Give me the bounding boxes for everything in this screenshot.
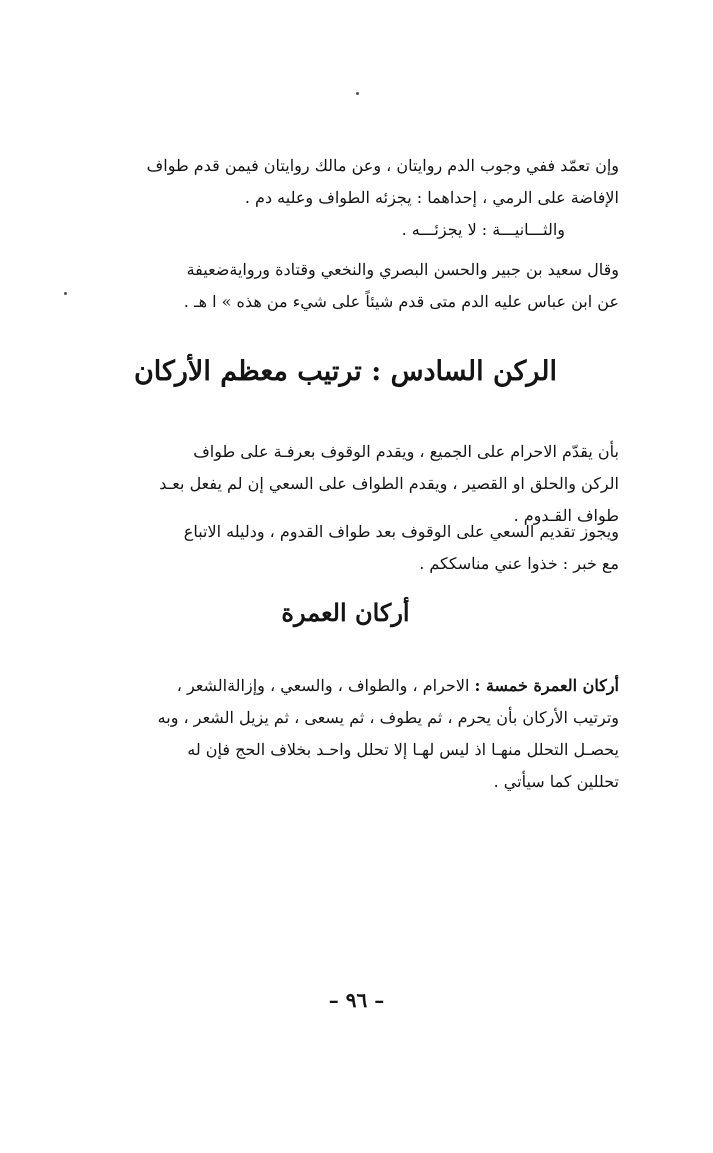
text-line: مع خبر : خذوا عني مناسككم . — [419, 554, 619, 573]
text-line: تحللين كما سيأتي . — [493, 772, 619, 791]
paragraph-2 — [72, 214, 619, 246]
section-heading: الركن السادس : ترتيب معظم الأركان — [133, 356, 558, 387]
page-number: – ٩٦ – — [328, 988, 385, 1012]
text-line: بأن يقدّم الاحرام على الجميع ، ويقدم الوقوف بعرفـة على طواف — [193, 442, 619, 461]
paragraph-1 — [72, 150, 619, 214]
text-line — [72, 670, 619, 702]
text-line: وإن تعمّد ففي وجوب الدم روايتان ، وعن مالك روايتان فيمن قدم طواف — [146, 156, 619, 175]
stray-mark — [356, 92, 359, 95]
paragraph-6 — [72, 670, 619, 798]
bold-term: أركان العمرة خمسة : — [474, 676, 619, 695]
text-line: طواف القـدوم . — [513, 506, 619, 525]
text-run: الاحرام ، والطواف ، والسعي ، وإزالةالشعر ، — [176, 676, 475, 695]
text-line: ويجوز تقديم السعي على الوقوف بعد طواف القدوم ، ودليله الاتباع — [183, 522, 619, 541]
section-heading: أركان العمرة — [281, 598, 410, 627]
text-line: وقال سعيد بن جبير والحسن البصري والنخعي وقتادة وروايةضعيفة — [186, 260, 619, 279]
paragraph-5 — [72, 516, 619, 580]
text-line: عن ابن عباس عليه الدم متى قدم شيئاً على شيء من هذه » ا هـ . — [183, 292, 619, 311]
paragraph-3 — [72, 254, 619, 318]
text-line: الإفاضة على الرمي ، إحداهما : يجزئه الطواف وعليه دم . — [244, 188, 619, 207]
text-line: والثـــانيـــة : لا يجزئـــه . — [401, 220, 565, 239]
text-line: وترتيب الأركان بأن يحرم ، ثم يطوف ، ثم يسعى ، ثم يزيل الشعر ، وبه — [157, 708, 619, 727]
text-line: الركن والحلق او القصير ، ويقدم الطواف على السعي إن لم يفعل بعـد — [159, 474, 619, 493]
text-line: يحصـل التحلل منهـا اذ ليس لهـا إلا تحلل واحـد بخلاف الحج فإن له — [187, 740, 619, 759]
stray-mark — [64, 292, 67, 295]
